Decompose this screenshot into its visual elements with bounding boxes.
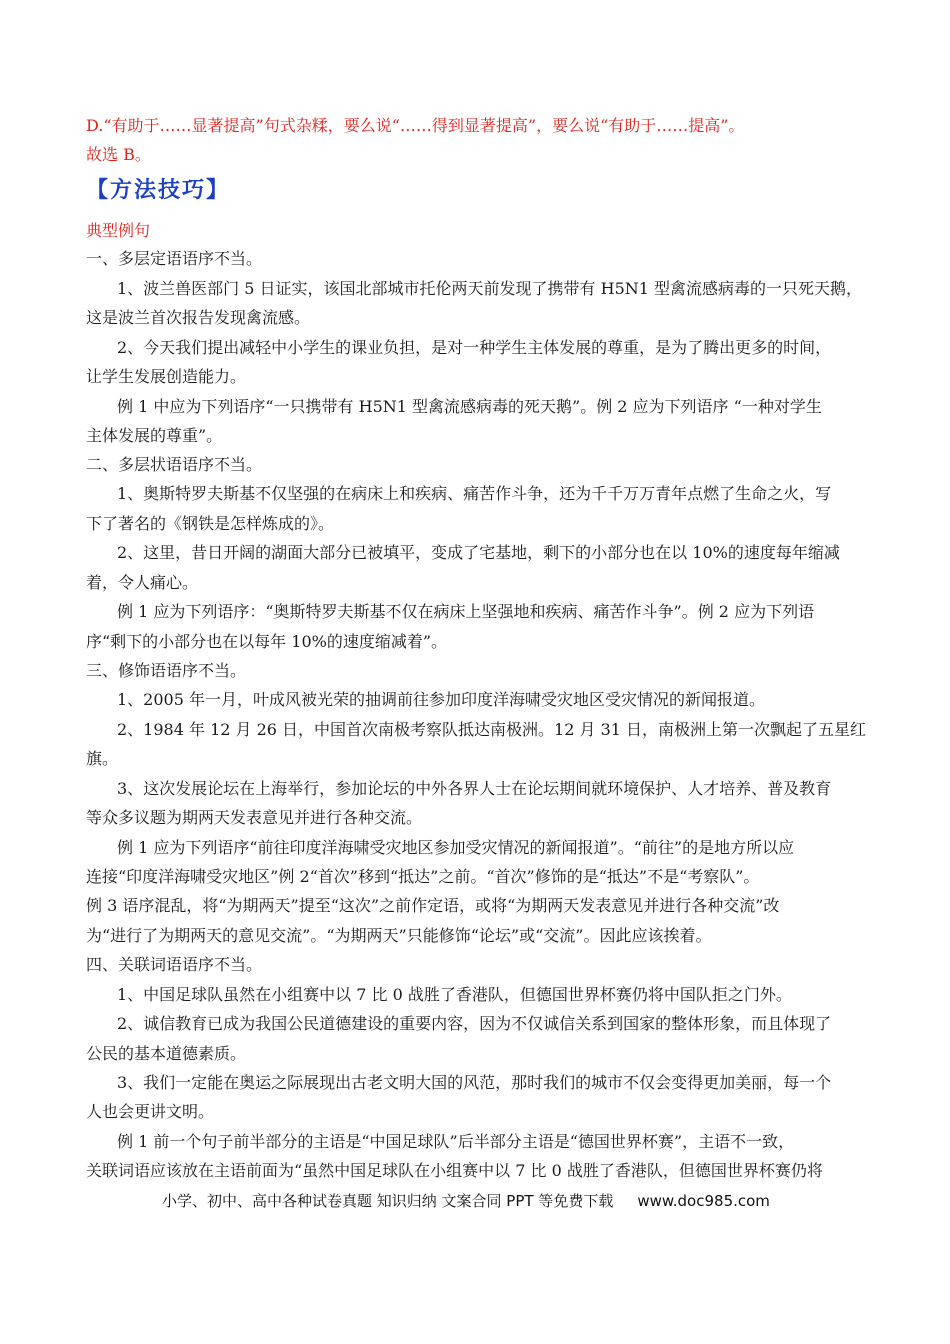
answer-conclusion: 故选 B。 bbox=[86, 145, 151, 164]
paragraph-line: 例 3 语序混乱，将“为期两天”提至“这次”之前作定语，或将“为期两天发表意见并进行各种交流”改 bbox=[86, 896, 780, 915]
paragraph-line: 例 1 前一个句子前半部分的主语是“中国足球队”后半部分主语是“德国世界杯赛”，主语不一致， bbox=[117, 1132, 795, 1151]
section-title-4: 四、关联词语语序不当。 bbox=[86, 955, 263, 974]
paragraph-line: 2、1984 年 12 月 26 日，中国首次南极考察队抵达南极洲。12 月 31 日，南极洲上第一次飘起了五星红 bbox=[117, 720, 867, 739]
paragraph-line: 着，令人痛心。 bbox=[86, 573, 199, 592]
paragraph-line: 为“进行了为期两天的意见交流”。“为期两天”只能修饰“论坛”或“交流”。因此应该挨着。 bbox=[86, 926, 712, 945]
paragraph-line: 让学生发展创造能力。 bbox=[86, 367, 247, 386]
paragraph-line: 序“剩下的小部分也在以每年 10%的速度缩减着”。 bbox=[86, 632, 448, 651]
section-title-3: 三、修饰语语序不当。 bbox=[86, 661, 247, 680]
paragraph-line: 等众多议题为期两天发表意见并进行各种交流。 bbox=[86, 808, 423, 827]
paragraph-line: 旗。 bbox=[86, 749, 119, 768]
paragraph-line: 1、奥斯特罗夫斯基不仅坚强的在病床上和疾病、痛苦作斗争，还为千千万万青年点燃了生命之火，写 bbox=[117, 484, 832, 503]
paragraph-line: 1、中国足球队虽然在小组赛中以 7 比 0 战胜了香港队，但德国世界杯赛仍将中国队拒之门外。 bbox=[117, 985, 792, 1004]
section-heading: 【方法技巧】 bbox=[86, 177, 231, 203]
answer-d-explanation: D.“有助于……显著提高”句式杂糅，要么说“……得到显著提高”，要么说“有助于……提高”。 bbox=[86, 116, 745, 135]
paragraph-line: 1、波兰兽医部门 5 日证实，该国北部城市托伦两天前发现了携带有 H5N1 型禽流感病毒的一只死天鹅， bbox=[117, 279, 863, 298]
section-title-1: 一、多层定语语序不当。 bbox=[86, 249, 263, 268]
paragraph-line: 主体发展的尊重”。 bbox=[86, 426, 223, 445]
paragraph-line: 例 1 中应为下列语序“一只携带有 H5N1 型禽流感病毒的死天鹅”。例 2 应为下列语序 “一种对学生 bbox=[117, 397, 822, 416]
subheading: 典型例句 bbox=[86, 221, 151, 240]
paragraph-line: 2、诚信教育已成为我国公民道德建设的重要内容，因为不仅诚信关系到国家的整体形象，而且体现了 bbox=[117, 1014, 832, 1033]
footer-url[interactable]: www.doc985.com bbox=[637, 1192, 770, 1210]
footer-text: 小学、初中、高中各种试卷真题 知识归纳 文案合同 PPT 等免费下载 bbox=[162, 1192, 614, 1210]
paragraph-line: 人也会更讲文明。 bbox=[86, 1102, 215, 1121]
paragraph-line: 这是波兰首次报告发现禽流感。 bbox=[86, 308, 311, 327]
paragraph-line: 例 1 应为下列语序“前往印度洋海啸受灾地区参加受灾情况的新闻报道”。“前往”的是地方所以应 bbox=[117, 838, 795, 857]
paragraph-line: 例 1 应为下列语序：“奥斯特罗夫斯基不仅在病床上坚强地和疾病、痛苦作斗争”。例 2 应为下列语 bbox=[117, 602, 815, 621]
section-title-2: 二、多层状语语序不当。 bbox=[86, 455, 263, 474]
paragraph-line: 2、这里，昔日开阔的湖面大部分已被填平，变成了宅基地，剩下的小部分也在以 10%的速度每年缩减 bbox=[117, 543, 840, 562]
paragraph-line: 1、2005 年一月，叶成风被光荣的抽调前往参加印度洋海啸受灾地区受灾情况的新闻报道。 bbox=[117, 690, 765, 709]
page-footer bbox=[162, 1190, 770, 1212]
paragraph-line: 下了著名的《钢铁是怎样炼成的》。 bbox=[86, 514, 335, 533]
paragraph-line: 连接“印度洋海啸受灾地区”例 2“首次”移到“抵达”之前。“首次”修饰的是“抵达”不是“考察队”。 bbox=[86, 867, 760, 886]
paragraph-line: 3、这次发展论坛在上海举行，参加论坛的中外各界人士在论坛期间就环境保护、人才培养、普及教育 bbox=[117, 779, 832, 798]
paragraph-line: 2、今天我们提出减轻中小学生的课业负担，是对一种学生主体发展的尊重，是为了腾出更多的时间， bbox=[117, 338, 832, 357]
paragraph-line: 3、我们一定能在奥运之际展现出古老文明大国的风范，那时我们的城市不仅会变得更加美丽，每一个 bbox=[117, 1073, 832, 1092]
paragraph-line: 公民的基本道德素质。 bbox=[86, 1044, 247, 1063]
paragraph-line: 关联词语应该放在主语前面为“虽然中国足球队在小组赛中以 7 比 0 战胜了香港队，但德国世界杯赛仍将 bbox=[86, 1161, 823, 1180]
